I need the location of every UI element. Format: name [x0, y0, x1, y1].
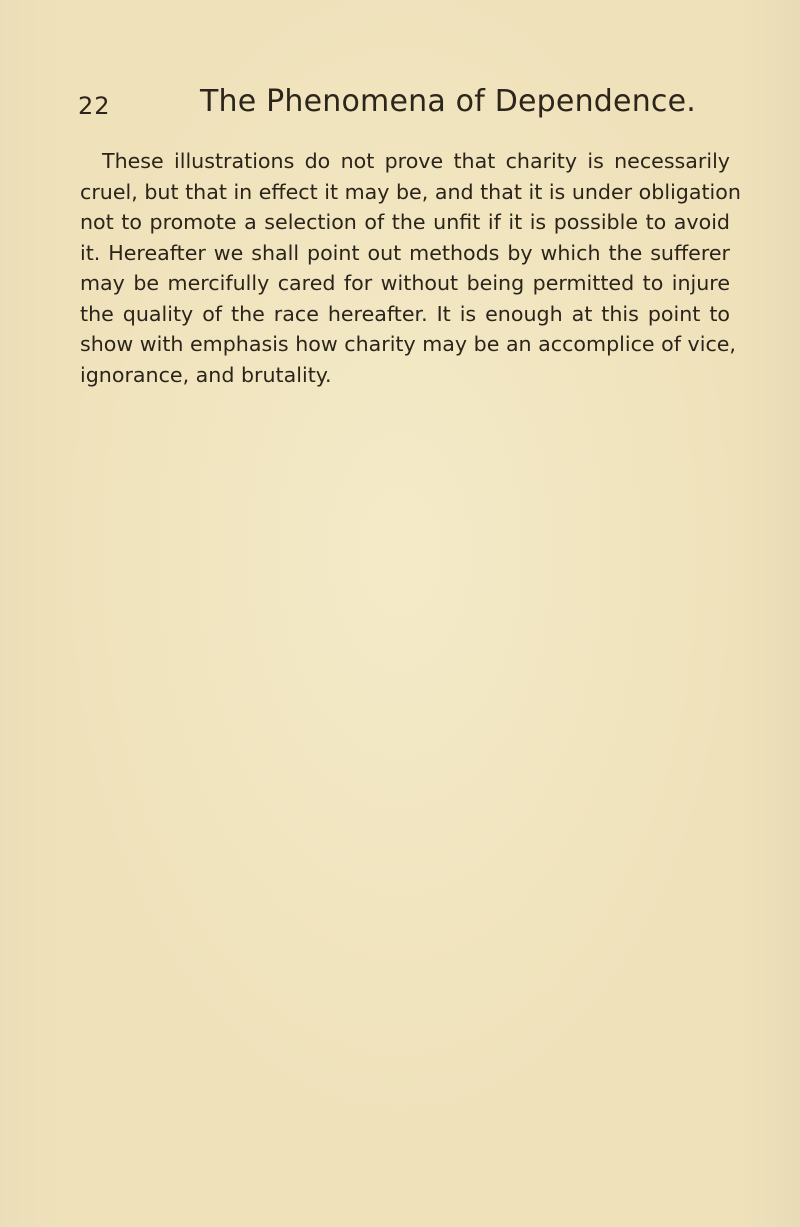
text-line: it. Hereafter we shall point out methods by which the sufferer: [80, 240, 730, 265]
page-number: 22: [78, 92, 111, 120]
page-header: [78, 84, 728, 134]
text-line: ignorance, and brutality.: [80, 362, 332, 387]
text-line: the quality of the race hereafter. It is enough at this point to: [80, 301, 730, 326]
text-line: show with emphasis how charity may be an accomplice of vice,: [80, 332, 736, 356]
running-head: The Phenomena of Dependence.: [200, 84, 697, 119]
body-paragraph: [80, 146, 741, 390]
text-line: may be mercifully cared for without being permitted to injure: [80, 271, 730, 295]
text-line: These illustrations do not prove that charity is necessarily: [102, 149, 730, 173]
text-line: not to promote a selection of the unfit if it is possible to avoid: [80, 210, 730, 234]
text-line: cruel, but that in effect it may be, and that it is under obligation: [80, 179, 741, 204]
